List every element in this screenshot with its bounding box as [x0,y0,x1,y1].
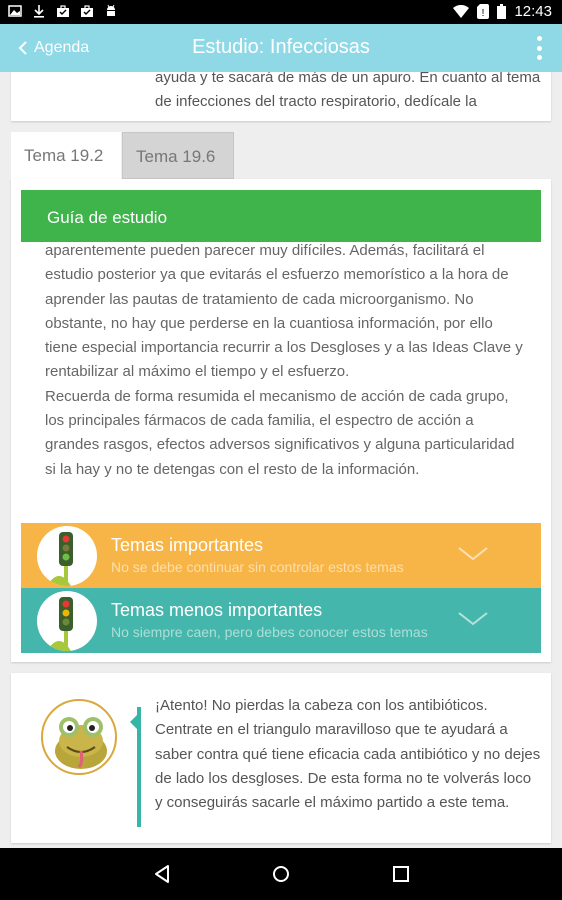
chevron-left-icon [18,40,28,56]
battery-icon [497,4,506,19]
briefcase-check-icon [80,4,94,18]
tab-tema-19-6[interactable]: Tema 19.6 [122,132,234,179]
traffic-light-icon [37,526,97,586]
download-icon [32,4,46,18]
briefcase-icon [56,4,70,18]
back-button-label: Agenda [34,39,90,56]
image-icon [8,4,22,18]
recents-icon[interactable] [389,862,413,886]
svg-text:!: ! [482,8,485,19]
scroll-content[interactable] [0,72,562,848]
study-guide-card [11,179,551,662]
topic-title: Temas menos importantes [111,600,323,620]
dot-icon [537,46,542,51]
study-guide-header: Guía de estudio [21,190,541,242]
app-bar [0,24,562,72]
page-title: Estudio: Infecciosas [192,36,370,58]
intro-text: ayuda y te sacará de más de un apuro. En cuanto al tema de infecciones del tracto respiratorio, dedícale la [155,72,541,110]
chevron-down-icon [457,610,489,628]
tab-tema-19-2[interactable]: Tema 19.2 [11,132,121,179]
frog-mascot-icon [41,699,117,775]
important-topics-row[interactable] [21,523,541,588]
android-icon [104,4,118,18]
topic-title: Temas importantes [111,535,264,555]
study-guide-body [45,239,525,482]
topic-tabs [11,132,234,179]
chevron-down-icon [457,545,489,563]
status-bar [0,0,562,24]
study-guide-paragraph: Recuerda de forma resumida el mecanismo de acción de cada grupo, los principales fármacos de cada familia, el espectro de acción a grandes rasgos, efectos adversos significativos y alguna particularidad si la hay y no te detengas con el resto de la información. [45,387,515,478]
less-important-topics-row[interactable] [21,588,541,653]
back-button[interactable] [18,24,89,72]
topic-subtitle: No se debe continuar sin controlar estos temas [111,559,404,575]
tip-text: ¡Atento! No pierdas la cabeza con los antibióticos. Centrate en el triangulo maravilloso que te ayudará a saber contra qué tiene eficacia cada antibiótico y no dejes de lado los desgloses. De esta forma no te volverás loco y conseguirás sacarle el máximo partido a este tema. [155,697,541,812]
tip-card [11,673,551,843]
intro-card [11,72,551,121]
clock: 12:43 [514,3,552,20]
study-guide-paragraph: aparentemente pueden parecer muy difíciles. Además, facilitará el estudio posterior ya que evitarás el esfuerzo memorístico a la hora de aprender las pautas de tratamiento de cada microorganismo. No obstante, no hay que perderse en la cuantiosa información, por ello tiene especial importancia recurrir a los Desgloses y a las Ideas Clave y rentabilizar al máximo el tiempo y el esfuerzo. [45,242,523,381]
traffic-light-icon [37,591,97,651]
no-sim-icon [477,4,489,19]
home-icon[interactable] [269,862,293,886]
dot-icon [537,55,542,60]
back-icon[interactable] [150,862,174,886]
navigation-bar [0,848,562,900]
dot-icon [537,36,542,41]
topic-subtitle: No siempre caen, pero debes conocer estos temas [111,624,428,640]
wifi-icon [453,5,469,19]
overflow-menu-button[interactable] [534,36,544,60]
tip-pointer [130,714,138,730]
